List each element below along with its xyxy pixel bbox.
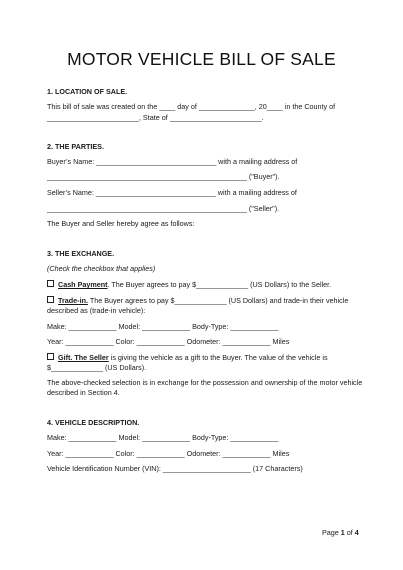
trade-in-checkbox[interactable] [47,296,54,303]
cash-payment-checkbox[interactable] [47,280,54,287]
trade-in-text: The Buyer agrees to pay $_____________ (US Dollars) and trade-in their vehicle [87,296,349,305]
cash-payment-label: Cash Payment [58,280,108,289]
agreement-line: The Buyer and Seller hereby agree as follows: [47,219,195,228]
seller-name-line: Seller’s Name: ______________________________ with a mailing address of [47,188,297,197]
vehicle-make-line: Make: ____________ Model: ____________ Body-Type: ____________ [47,433,279,442]
section-2-heading: 2. THE PARTIES. [47,142,104,151]
trade-in-year-line: Year: ____________ Color: ____________ Odometer: ____________ Miles [47,337,290,346]
gift-option [47,353,328,362]
buyer-name-line: Buyer’s Name: ______________________________ with a mailing address of [47,157,298,166]
section-1-heading: 1. LOCATION OF SALE. [47,87,128,96]
cash-payment-text: . The Buyer agrees to pay $_____________ (US Dollars) to the Seller. [107,280,332,289]
vehicle-vin-line: Vehicle Identification Number (VIN): ______________________ (17 Characters) [47,464,303,473]
trade-in-text-2: described as (trade-in vehicle): [47,306,146,315]
section-3-heading: 3. THE EXCHANGE. [47,249,115,258]
exchange-statement-2: described in Section 4. [47,388,120,397]
of-word: of [346,528,353,537]
page-total: 4 [354,528,359,537]
location-line-2: _______________________, State of _______________________. [47,113,264,122]
location-line-1: This bill of sale was created on the ____ day of ______________, 20____ in the County of [47,102,336,111]
document-title: MOTOR VEHICLE BILL OF SALE [67,49,336,69]
seller-address-line: __________________________________________________ ("Seller"). [47,204,280,213]
gift-checkbox[interactable] [47,353,54,360]
gift-text: is giving the vehicle as a gift to the Buyer. The value of the vehicle is [108,353,328,362]
page-number [322,528,359,537]
page-word: Page [322,528,339,537]
exchange-statement-1: The above-checked selection is in exchange for the possession and ownership of the motor vehicle [47,378,363,387]
section-4-heading: 4. VEHICLE DESCRIPTION. [47,418,140,427]
cash-payment-option [47,280,331,289]
buyer-address-line: __________________________________________________ ("Buyer"). [47,172,280,181]
trade-in-option [47,296,348,305]
gift-value-line: $_____________ (US Dollars). [47,363,147,372]
vehicle-year-line: Year: ____________ Color: ____________ Odometer: ____________ Miles [47,449,290,458]
checkbox-instruction: (Check the checkbox that applies) [47,264,156,273]
trade-in-make-line: Make: ____________ Model: ____________ Body-Type: ____________ [47,322,279,331]
page-current: 1 [340,528,345,537]
gift-label: Gift. The Seller [58,353,109,362]
trade-in-label: Trade-in. [58,296,88,305]
